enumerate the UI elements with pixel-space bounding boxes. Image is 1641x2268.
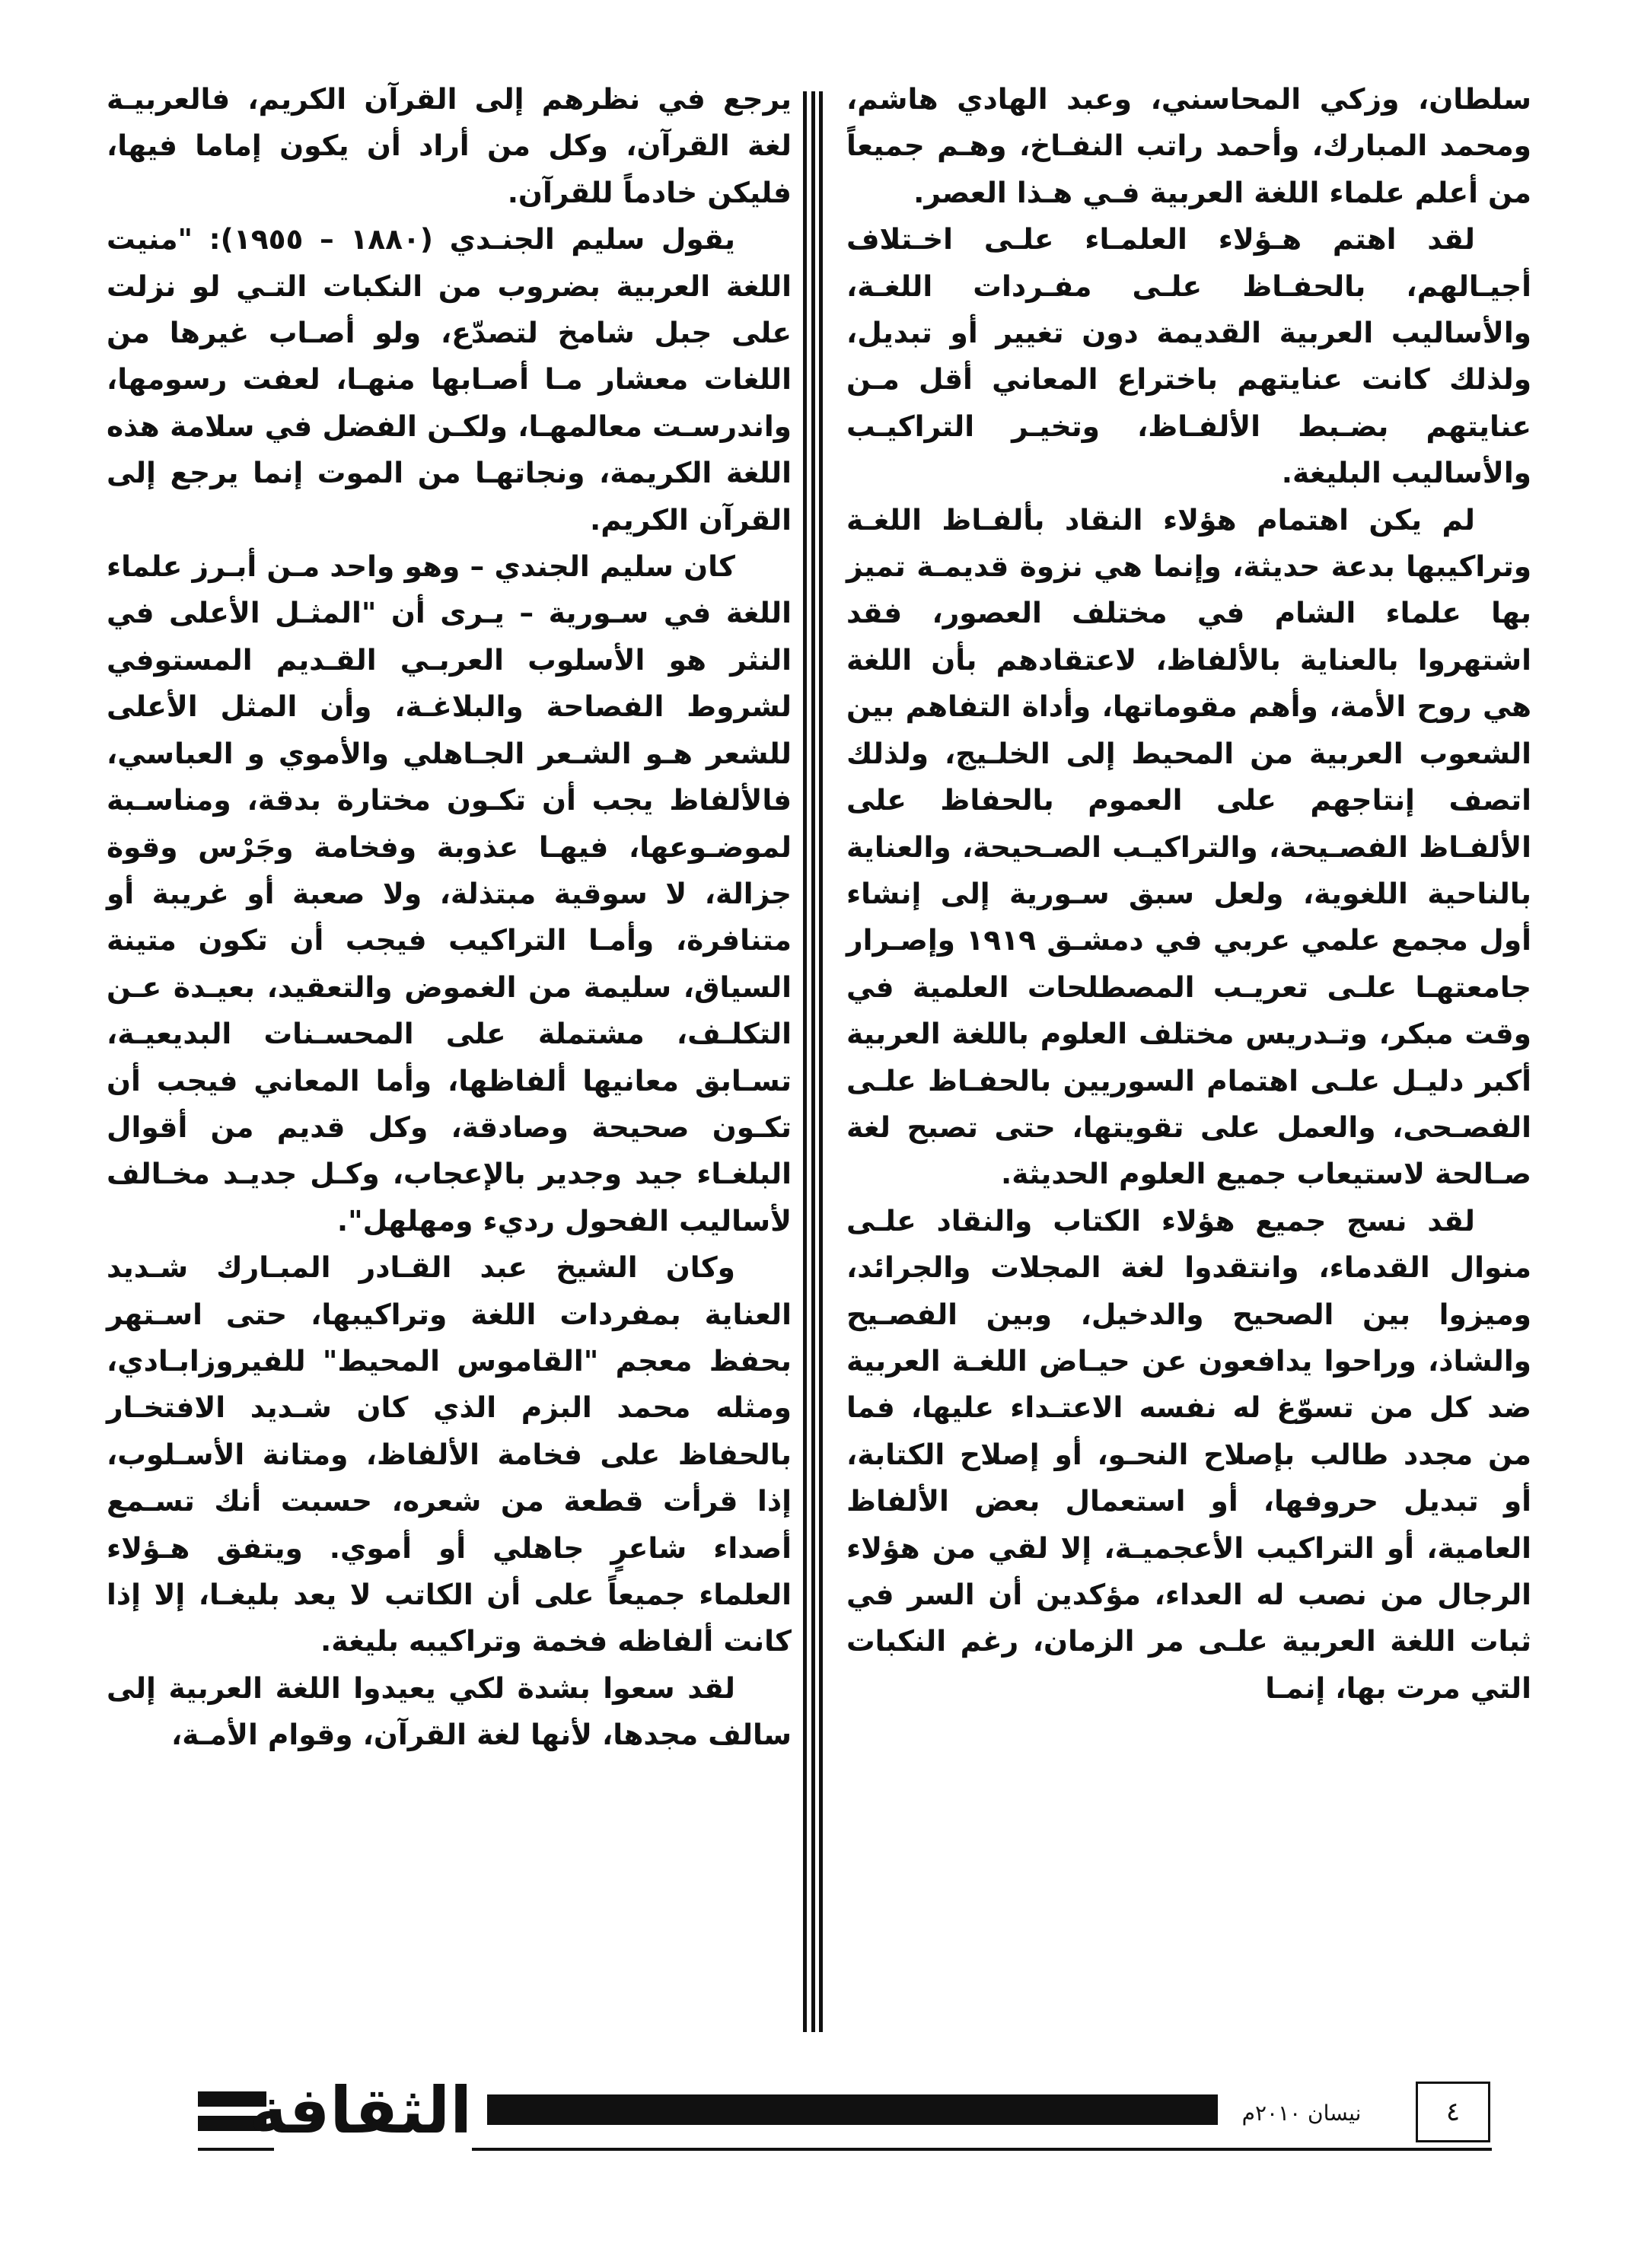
paragraph: يقول سليم الجنـدي (١٨٨٠ – ١٩٥٥): "منيت اللغة العربية بضروب من النكبات التـي لو نزلت على جبل شامخ لتصدّع، ولو أصـاب غيرها من اللغات معشار مـا أصـابها منهـا، لعفت رسومها، واندرسـت معالمهـا، ولكـن الفضل في سلامة هذه اللغة الكريمة، ونجاتهـا من الموت إنما يرجع إلى القرآن الكريم. (107, 222, 792, 537)
paragraph: لقد اهتم هـؤلاء العلمـاء علـى اخـتلاف أجيـالهم، بالحفـاظ علـى مفـردات اللغـة، والأساليب العربية القديمة دون تغيير أو تبديل، ولذلك كانت عنايتهم باختراع المعاني أقل مـن عنايتهم بضـبط الألفـاظ، وتخيـر التراكيـب والأساليب البليغة. (846, 222, 1531, 490)
paragraph: لقد سعوا بشدة لكي يعيدوا اللغة العربية إلى سالف مجدها، لأنها لغة القرآن، وقوام الأمـة، (107, 1671, 792, 1752)
magazine-logo: الثقافة (274, 2069, 472, 2152)
paragraph: لقد نسج جميع هؤلاء الكتاب والنقاد علـى منوال القدماء، وانتقدوا لغة المجلات والجرائد، وميزوا بين الصحيح والدخيل، وبين الفصـيح والشاذ، وراحوا يدافعون عن حيـاض اللغـة العربية ضد كل من تسوّغ له نفسه الاعتـداء عليها، فما من مجدد طالب بإصلاح النحـو، أو إصلاح الكتابة، أو تبديل حروفها، أو استعمال بعض الألفاظ العامية، أو التراكيب الأعجميـة، إلا لقي من هؤلاء الرجال من نصب له العداء، مؤكدين أن السر في ثبات اللغة العربية علـى مر الزمان، رغم النكبات التي مرت بها، إنمـا (846, 1203, 1531, 1705)
issue-date: نيسان ٢٠١٠م (1225, 2087, 1378, 2140)
right-text-column (846, 76, 1531, 1712)
paragraph: وكان الشيخ عبد القـادر المبـارك شـديد العناية بمفردات اللغة وتراكيبها، حتى اسـتهر بحفظ معجم "القاموس المحيط" للفيروزابـادي، ومثله محمد البزم الذي كان شـديد الافتخـار بالحفاظ على فخامة الألفاظ، ومتانة الأسـلوب، إذا قرأت قطعة من شعره، حسبت أنك تسـمع أصداء شاعرٍ جاهلي أو أموي. ويتفق هـؤلاء العلماء جميعاً على أن الكاتب لا يعد بليغـا، إلا إذا كانت ألفاظه فخمة وتراكيبه بليغة. (107, 1250, 792, 1658)
paragraph: كان سليم الجندي – وهو واحد مـن أبـرز علماء اللغة في سـورية – يـرى أن "المثـل الأعلى في النثر هو الأسلوب العربـي القـديم المستوفي لشروط الفصاحة والبلاغـة، وأن المثل الأعلى للشعر هـو الشـعر الجـاهلي والأموي و العباسي، فالألفاظ يجب أن تكـون مختارة بدقة، ومناسـبة لموضـوعها، فيهـا عذوبة وفخامة وجَرْس وقوة جزالة، لا سوقية مبتذلة، ولا صعبة أو غريبة أو متنافرة، وأمـا التراكيب فيجب أن تكون متينة السياق، سليمة من الغموض والتعقيد، بعيـدة عـن التكلـف، مشتملة على المحسـنات البديعيـة، تسـابق معانيها ألفاظها، وأما المعاني فيجب أن تكـون صحيحة وصادقة، وكل قديم من أقوال البلغـاء جيد وجدير بالإعجاب، وكـل جديـد مخـالف لأساليب الفحول رديء ومهلهل". (107, 549, 792, 1238)
paragraph: يرجع في نظرهم إلى القرآن الكريم، فالعربيـة لغة القرآن، وكل من أراد أن يكون إماما فيها، فليكن خادماً للقرآن. (107, 82, 792, 209)
left-text-column (107, 76, 792, 1759)
page-number: ٤ (1416, 2082, 1490, 2142)
paragraph: سلطان، وزكي المحاسني، وعبد الهادي هاشم، ومحمد المبارك، وأحمد راتب النفـاخ، وهـم جميعاً من أعلم علماء اللغة العربية فـي هـذا العصر. (846, 82, 1531, 209)
column-divider (803, 91, 823, 2032)
paragraph: لم يكن اهتمام هؤلاء النقاد بألفـاظ اللغـة وتراكيبها بدعة حديثة، وإنما هي نزوة قديمـة تميز بها علماء الشام في مختلف العصور، فقد اشتهروا بالعناية بالألفاظ، لاعتقادهم بأن اللغة هي روح الأمة، وأهم مقوماتها، وأداة التفاهم بين الشعوب العربية من المحيط إلى الخلـيج، ولذلك اتصف إنتاجهم على العموم بالحفاظ على الألفـاظ الفصـيحة، والتراكيـب الصـحيحة، والعناية بالناحية اللغوية، ولعل سبق سـورية إلى إنشاء أول مجمع علمي عربي في دمشـق ١٩١٩ وإصـرار جامعتهـا علـى تعريـب المصطلحات العلمية في وقت مبكر، وتـدريس مختلف العلوم باللغة العربية أكبر دليـل علـى اهتمام السوريين بالحفـاظ علـى الفصـحى، والعمل على تقويتها، حتى تصبح لغة صـالحة لاستيعاب جميع العلوم الحديثة. (846, 502, 1531, 1191)
footer-rule (487, 2094, 1218, 2125)
